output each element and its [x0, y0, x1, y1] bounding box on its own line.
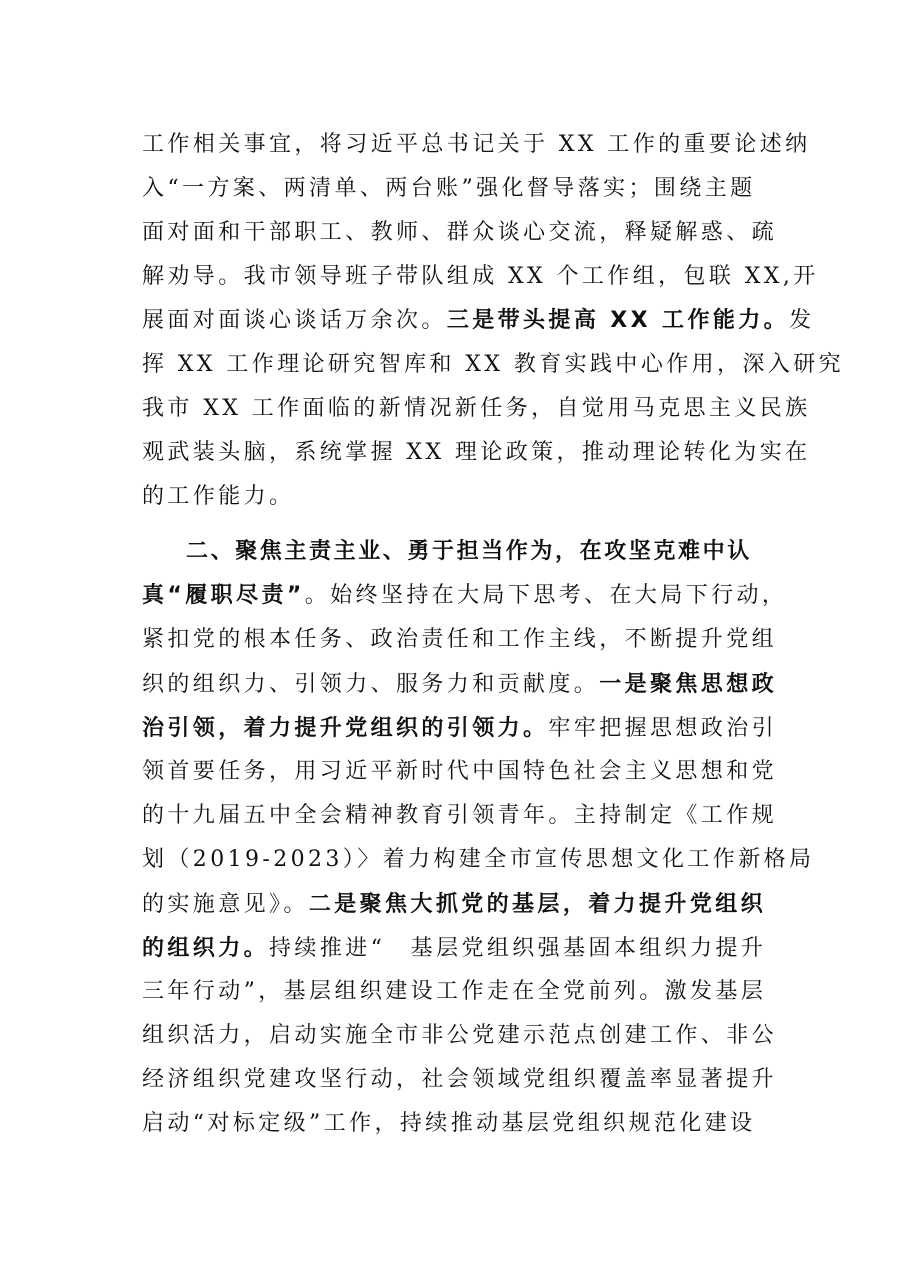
- document-body: [142, 123, 845, 1146]
- paragraph-2-line-7: 的十九届五中全会精神教育引领青年。主持制定《工作规: [142, 803, 778, 828]
- paragraph-1-line-1: 工作相关事宜，将习近平总书记关于 XX 工作的重要论述纳: [142, 132, 811, 157]
- paragraph-1-line-3: 面对面和干部职工、教师、群众谈心交流，释疑解惑、疏: [142, 220, 778, 245]
- paragraph-2-line-10: [142, 926, 782, 970]
- point-one-start: 一是聚焦思想政: [599, 671, 778, 697]
- point-two-start: 二是聚焦大抓党的基层，着力提升党组织: [308, 891, 767, 917]
- point-one-end: 治引领，着力提升党组织的引领力。: [142, 715, 549, 741]
- paragraph-1-text: 发: [789, 308, 815, 333]
- paragraph-1-text: 展面对面谈心谈话万余次。: [142, 308, 447, 333]
- paragraph-2-text: 持续推进“ 基层党组织强基固本组织力提升: [269, 936, 767, 961]
- paragraph-2-line-11: 三年行动”，基层组织建设工作走在全党前列。激发基层: [142, 979, 767, 1004]
- paragraph-2-line-9: [142, 882, 782, 926]
- paragraph-1-line-2: 入“一方案、两清单、两台账”强化督导落实；围绕主题: [142, 176, 756, 201]
- paragraph-2-line-13: 经济组织党建攻坚行动，社会领域党组织覆盖率显著提升: [142, 1067, 778, 1092]
- paragraph-2-line-3: 紧扣党的根本任务、政治责任和工作主线，不断提升党组: [142, 627, 778, 652]
- paragraph-2-text: 织的组织力、引领力、服务力和贡献度。: [142, 672, 600, 697]
- section-heading-end: 真“履职尽责”: [142, 583, 305, 608]
- paragraph-2-line-6: 领首要任务，用习近平新时代中国特色社会主义思想和党: [142, 759, 778, 784]
- paragraph-2-line-14: 启动“对标定级”工作，持续推动基层党组织规范化建设: [142, 1111, 756, 1136]
- paragraph-1-bold-point: 三是带头提高 XX 工作能力。: [446, 308, 790, 333]
- paragraph-gap: [142, 519, 782, 530]
- paragraph-2-line-2: [142, 574, 788, 618]
- paragraph-1-line-4: 解劝导。我市领导班子带队组成 XX 个工作组，包联 XX,开: [142, 264, 819, 289]
- paragraph-1-line-9: 的工作能力。: [142, 484, 295, 509]
- paragraph-2-text: 的实施意见》。: [142, 892, 309, 917]
- paragraph-1-line-5: [142, 299, 815, 343]
- paragraph-2-text: 牢牢把握思想政治引: [548, 716, 778, 741]
- paragraph-2-line-5: [142, 706, 782, 750]
- paragraph-2-line-4: [142, 662, 782, 706]
- paragraph-1-line-8: 观武装头脑，系统掌握 XX 理论政策，推动理论转化为实在: [142, 440, 811, 465]
- paragraph-2-text: 。始终坚持在大局下思考、在大局下行动，: [304, 583, 788, 608]
- paragraph-1-line-7: 我市 XX 工作面临的新情况新任务，自觉用马克思主义民族: [142, 396, 811, 421]
- paragraph-2-line-12: 组织活力，启动实施全市非公党建示范点创建工作、非公: [142, 1023, 778, 1048]
- paragraph-2-line-8: 划（2019-2023）〉着力构建全市宣传思想文化工作新格局: [142, 847, 815, 872]
- point-two-end: 的组织力。: [142, 935, 270, 961]
- section-heading-line-1: 二、聚焦主责主业、勇于担当作为，在攻坚克难中认: [186, 539, 752, 564]
- paragraph-1-line-6: 挥 XX 工作理论研究智库和 XX 教育实践中心作用，深入研究: [142, 352, 845, 377]
